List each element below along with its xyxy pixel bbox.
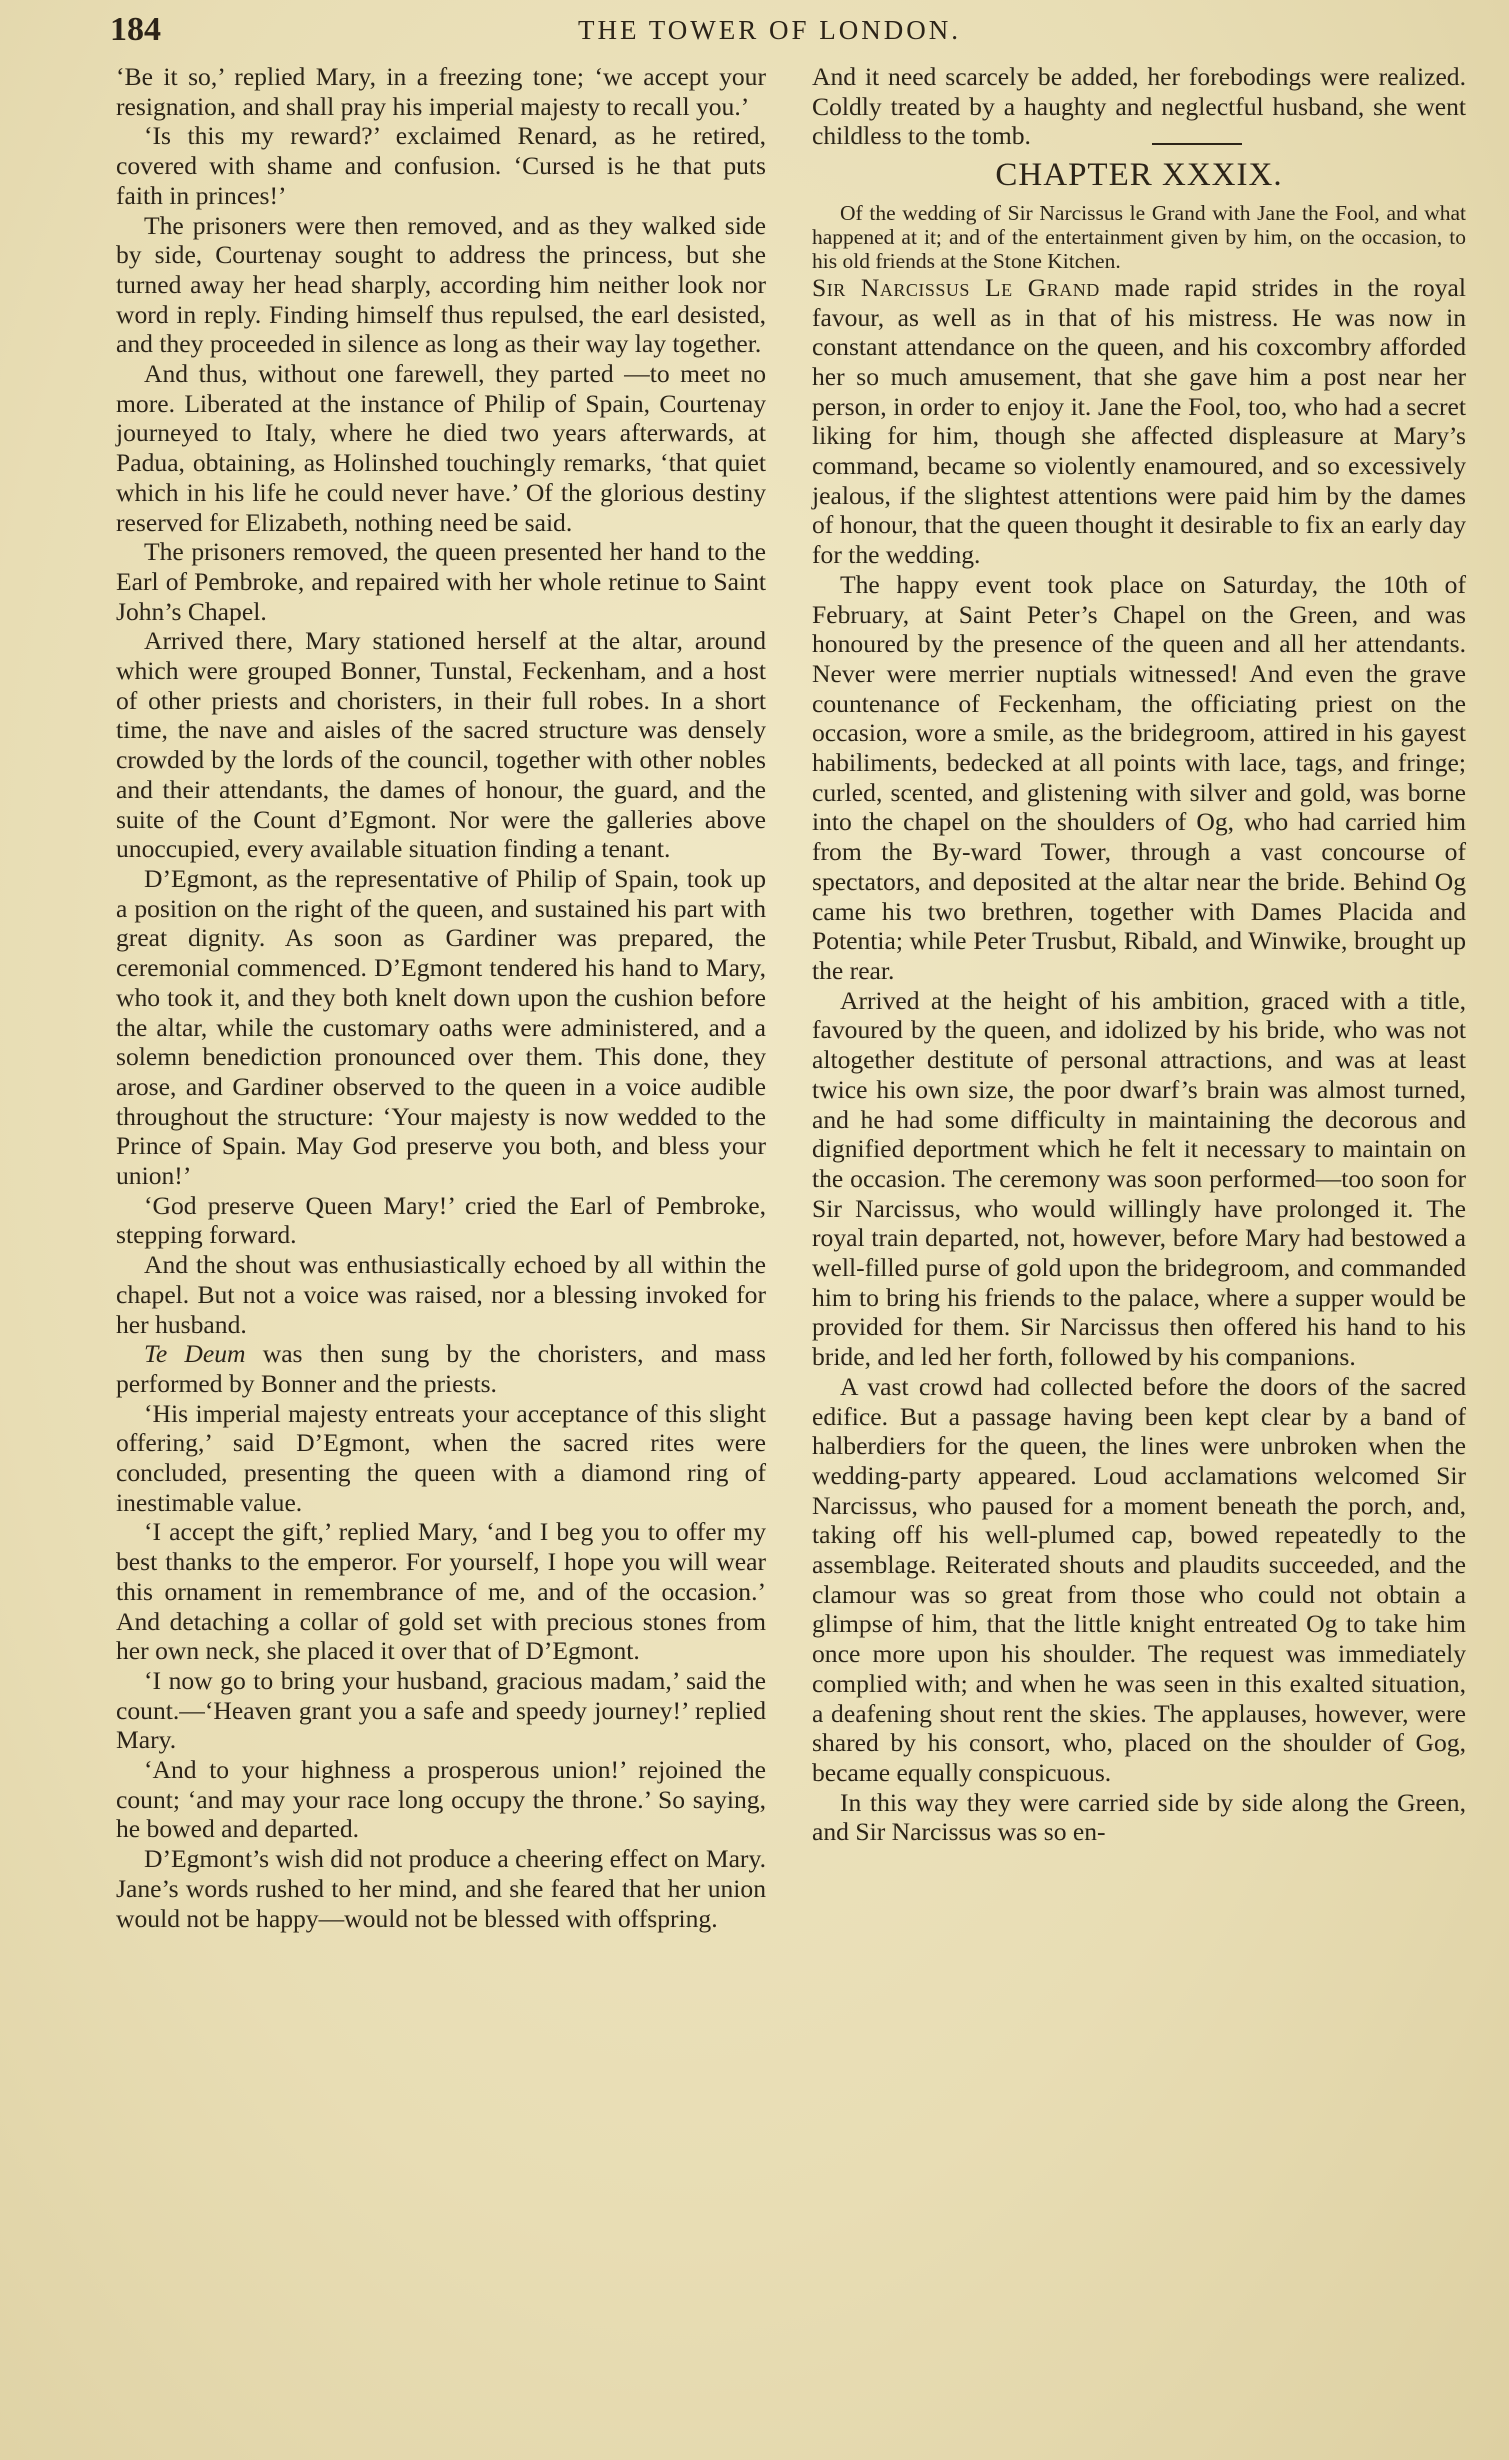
left-column xyxy=(116,62,766,1933)
paragraph: And it need scarcely be added, her forebodings were realized. Coldly treated by a haughty and neglectful husband, she went childless to the tomb. xyxy=(812,62,1466,151)
paragraph: ‘God preserve Queen Mary!’ cried the Earl of Pembroke, stepping forward. xyxy=(116,1190,766,1250)
paragraph: In this way they were carried side by side along the Green, and Sir Narcissus was so en- xyxy=(812,1787,1466,1847)
paragraph: ‘Is this my reward?’ exclaimed Renard, as he retired, covered with shame and confusion. ‘Cursed is he that puts faith in princes!’ xyxy=(116,121,766,210)
right-column xyxy=(812,62,1466,1847)
running-title: THE TOWER OF LONDON. xyxy=(578,14,961,45)
chapter-first-paragraph xyxy=(812,273,1466,570)
paragraph: Arrived at the height of his ambition, graced with a title, favoured by the queen, and idolized by his bride, who was not altogether destitute of personal attractions, and was at least twice his own size, the poor dwarf’s brain was almost turned, and he had some difficulty in maintaining the decorous and dignified deportment which he felt it necessary to maintain on the occasion. The ceremony was soon performed—too soon for Sir Narcissus, who would willingly have prolonged it. The royal train departed, not, however, before Mary had bestowed a well-filled purse of gold upon the bridegroom, and commanded him to bring his friends to the palace, where a supper would be provided for them. Sir Narcissus then offered his hand to his bride, and led her forth, followed by his companions. xyxy=(812,985,1466,1372)
paragraph: ‘Be it so,’ replied Mary, in a freezing tone; ‘we accept your resignation, and shall pray his imperial majesty to recall you.’ xyxy=(116,62,766,121)
chapter-title: CHAPTER XXXIX. xyxy=(995,157,1283,194)
paragraph: ‘I accept the gift,’ replied Mary, ‘and I beg you to offer my best thanks to the emperor. For yourself, I hope you will wear this ornament in remembrance of me, and of the occasion.’ And detaching a collar of gold set with precious stones from her own neck, she placed it over that of D’Egmont. xyxy=(116,1517,766,1666)
paragraph: And the shout was enthusiastically echoed by all within the chapel. But not a voice was raised, nor a blessing invoked for her husband. xyxy=(116,1250,766,1339)
page-number: 184 xyxy=(110,11,161,48)
chapter-summary: Of the wedding of Sir Narcissus le Grand with Jane the Fool, and what happened at it; and of the entertainment given by him, on the occasion, to his old friends at the Stone Kitchen. xyxy=(812,200,1466,273)
page-header xyxy=(110,0,1469,60)
paragraph: The prisoners were then removed, and as they walked side by side, Courtenay sought to address the princess, but she turned away her head sharply, according him neither look nor word in reply. Finding himself thus repulsed, the earl desisted, and they proceeded in silence as long as their way lay together. xyxy=(116,210,766,359)
paragraph: The happy event took place on Saturday, the 10th of February, at Saint Peter’s Chapel on the Green, and was honoured by the presence of the queen and all her attendants. Never were merrier nuptials witnessed! And even the grave countenance of Feckenham, the officiating priest on the occasion, wore a smile, as the bridegroom, attired in his gayest habiliments, bedecked at all points with lace, tags, and fringe; curled, scented, and glistening with silver and gold, was borne into the chapel on the shoulders of Og, who had carried him from the By-ward Tower, through a vast concourse of spectators, and deposited at the altar near the bride. Behind Og came his two brethren, together with Dames Placida and Potentia; while Peter Trusbut, Ribald, and Winwike, brought up the rear. xyxy=(812,569,1466,985)
paragraph: D’Egmont, as the representative of Philip of Spain, took up a position on the right of the queen, and sustained his part with great dignity. As soon as Gardiner was prepared, the ceremonial commenced. D’Egmont tendered his hand to Mary, who took it, and they both knelt down upon the cushion before the altar, while the customary oaths were administered, and a solemn benediction pronounced over them. This done, they arose, and Gardiner observed to the queen in a voice audible throughout the structure: ‘Your majesty is now wedded to the Prince of Spain. May God preserve you both, and bless your union!’ xyxy=(116,863,766,1191)
paragraph: ‘I now go to bring your husband, gracious madam,’ said the count.—‘Heaven grant you a safe and speedy journey!’ replied Mary. xyxy=(116,1665,766,1755)
section-divider xyxy=(1152,143,1242,145)
te-deum-italic: Te Deum xyxy=(144,1339,246,1369)
paragraph: The prisoners removed, the queen presented her hand to the Earl of Pembroke, and repaired with her whole retinue to Saint John’s Chapel. xyxy=(116,537,766,626)
paragraph: And thus, without one farewell, they parted —to meet no more. Liberated at the instance of Philip of Spain, Courtenay journeyed to Italy, where he died two years afterwards, at Padua, obtaining, as Holinshed touchingly remarks, ‘that quiet which in his life he could never have.’ Of the glorious destiny reserved for Elizabeth, nothing need be said. xyxy=(116,359,766,537)
lead-name: Sir Narcissus Le Grand xyxy=(812,272,1100,302)
paragraph xyxy=(116,1339,766,1398)
paragraph-text: made rapid strides in the royal favour, as well as in that of his mistress. He was now in constant attendance on the queen, and his coxcombry afforded her so much amusement, that she gave him a post near her person, in order to enjoy it. Jane the Fool, too, who had a secret liking for him, though she affected displeasure at Mary’s command, became so violently enamoured, and so excessively jealous, if the slightest attentions were paid him by the dames of honour, that the queen thought it desirable to fix an early day for the wedding. xyxy=(812,272,1466,570)
paragraph: ‘And to your highness a prosperous union!’ rejoined the count; ‘and may your race long occupy the throne.’ So saying, he bowed and departed. xyxy=(116,1755,766,1844)
paragraph: A vast crowd had collected before the doors of the sacred edifice. But a passage having been kept clear by a band of halberdiers for the queen, the lines were unbroken when the wedding-party appeared. Loud acclamations welcomed Sir Narcissus, who paused for a moment beneath the porch, and, taking off his well-plumed cap, bowed repeatedly to the assemblage. Reiterated shouts and plaudits succeeded, and the clamour was so great from those who could not obtain a glimpse of him, that the little knight entreated Og to take him once more upon his shoulder. The request was immediately complied with; and when he was seen in this exalted situation, a deafening shout rent the skies. The applauses, however, were shared by his consort, who, placed on the shoulder of Gog, became equally conspicuous. xyxy=(812,1371,1466,1787)
paragraph: ‘His imperial majesty entreats your acceptance of this slight offering,’ said D’Egmont, when the sacred rites were concluded, presenting the queen with a diamond ring of inestimable value. xyxy=(116,1398,766,1517)
paragraph-text: was then sung by the choristers, and mass performed by Bonner and the priests. xyxy=(116,1339,766,1398)
paragraph: D’Egmont’s wish did not produce a cheering effect on Mary. Jane’s words rushed to her mind, and she feared that her union would not be happy—would not be blessed with offspring. xyxy=(116,1844,766,1933)
paragraph: Arrived there, Mary stationed herself at the altar, around which were grouped Bonner, Tunstal, Feckenham, and a host of other priests and choristers, in their full robes. In a short time, the nave and aisles of the sacred structure was densely crowded by the lords of the council, together with other nobles and their attendants, the dames of honour, the guard, and the suite of the Count d’Egmont. Nor were the galleries above unoccupied, every available situation finding a tenant. xyxy=(116,626,766,864)
